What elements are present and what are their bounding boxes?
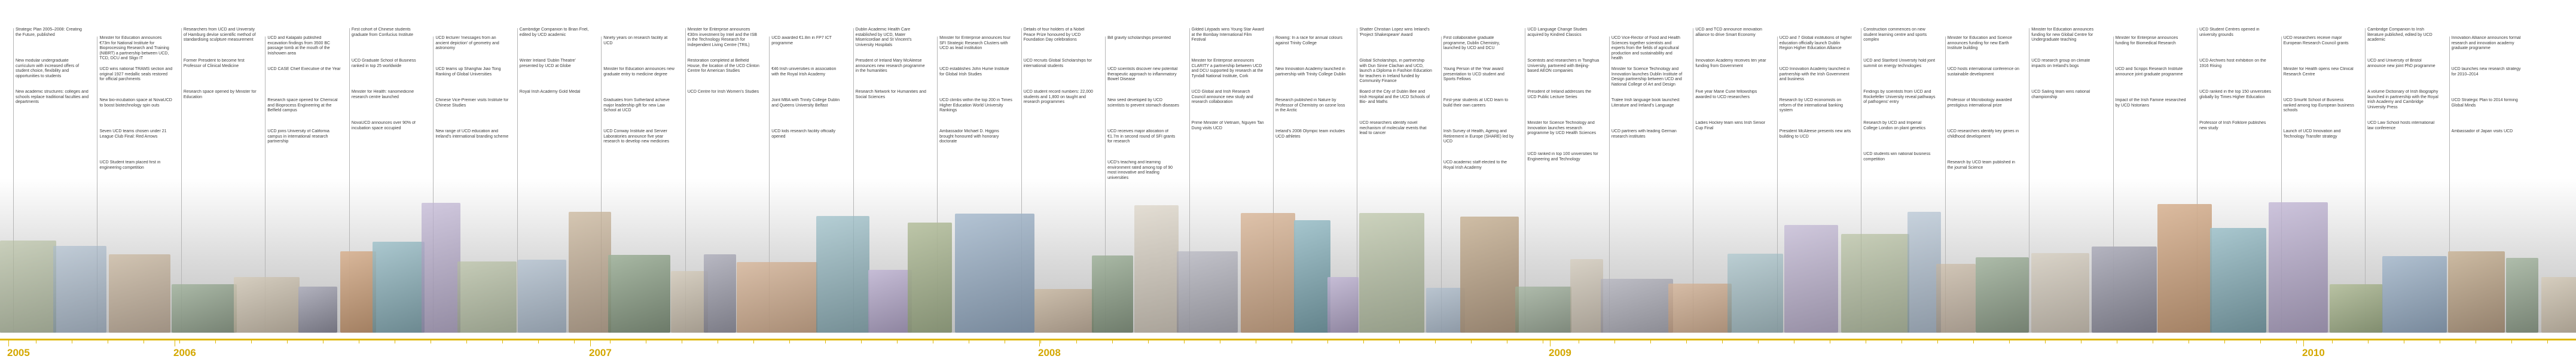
timeline-entry: Minister for Science Technology and Innovation launches research programme by UCD Health Sciences	[1527, 121, 1597, 136]
collage-photo	[955, 214, 1034, 333]
timeline-entry: UCD researchers identify novel mechanism of molecular events that lead to cancer	[1359, 121, 1427, 136]
timeline-entry: UCD Student Centres opened in university grounds	[2199, 28, 2260, 37]
timeline-entry: NovaUCD announces over 90% of incubation space occupied	[351, 121, 416, 130]
timeline-entry: New seed developed by UCD scientists to prevent stomach diseases	[1107, 98, 1179, 108]
year-label: 2006	[173, 347, 196, 358]
timeline-entry: Seven UCD teams chosen under 21 League Club Final: Red Arrows	[99, 129, 167, 139]
collage-photo	[2092, 247, 2157, 333]
minor-tick	[1650, 340, 1651, 343]
collage-photo	[2448, 251, 2505, 333]
timeline-entry: UCD hosts international conference on sustainable development	[1947, 67, 2019, 77]
timeline-entry: Researchers from UCD and University of Hamburg devise scientific method of standardising sculpture measurement	[183, 28, 256, 42]
minor-tick	[2045, 340, 2046, 343]
timeline-entry: Graduates from Sutherland achieve major leadership gift for new Law School at UCD	[603, 98, 670, 113]
timeline-entry: UCD teams up Shanghai Jiao Tong Ranking of Global Universities	[435, 67, 501, 77]
timeline-entry: Research by UCD team published in the journal Science	[1947, 160, 2015, 170]
collage-photo	[457, 261, 517, 333]
timeline-entry: UCD research group on climate impacts on Ireland's bogs	[2031, 59, 2090, 68]
timeline-entry: UCD Sailing team wins national championship	[2031, 90, 2090, 99]
timeline-entry: Minister for Health: nanomedicine research centre launched	[351, 90, 414, 99]
collage-photo	[1841, 234, 1909, 333]
timeline-entry: A volume Dictionary of Irish Biography launched in partnership with the Royal Irish Academy and Cambridge University Press	[2367, 90, 2438, 109]
timeline-entry: Launch of UCD Innovation and Technology Transfer strategy	[2283, 129, 2341, 139]
minor-tick	[2511, 340, 2512, 343]
minor-tick	[215, 340, 216, 343]
year-label: 2008	[1038, 347, 1061, 358]
timeline-entry: Prime Minister of Vietnam, Nguyen Tan Dung visits UCD	[1191, 121, 1264, 130]
timeline-entry: Minister for Education announces funding for new Global Centre for Undergraduate teaching	[2031, 28, 2094, 42]
year-label: 2009	[1549, 347, 1571, 358]
timeline-entry: Irish Survey of Health, Ageing and Retirement in Europe (SHARE) led by UCD	[1443, 129, 1514, 144]
timeline-entry: Five year Marie Curie fellowships awarded to UCD researchers	[1695, 90, 1757, 99]
timeline-entry: UCD researchers identify key genes in childhood development	[1947, 129, 2019, 139]
minor-tick	[789, 340, 790, 343]
year-label: 2005	[7, 347, 30, 358]
timeline-entry: Minister for Enterprise announces CLARITY a partnership between UCD and DCU supported by research at the Tyndall National Institute, Cork	[1191, 59, 1263, 78]
minor-tick	[1148, 340, 1149, 343]
timeline-entry: Global Scholarships, in partnership with Dun Sinne Clachan and UCD, launch a Diploma in Fashion Education for teachers in Ireland funded by Community Finance	[1359, 59, 1432, 84]
collage-photo	[704, 254, 736, 333]
collage-photo	[2269, 202, 2328, 333]
timeline-entry: Minister for Science Technology and Innovation launches Dublin Institute of Design partnership between UCD and National College of Art and Design	[1611, 67, 1683, 87]
timeline-entry: UCD Language Change Studies acquired by Kindred Classics	[1527, 28, 1588, 37]
axis-band	[0, 333, 2576, 359]
timeline-entry: New academic structures: colleges and schools replace traditional faculties and departments	[16, 90, 89, 105]
collage-photo	[1515, 287, 1571, 333]
timeline-axis	[0, 339, 2576, 340]
collage-photo	[298, 287, 337, 333]
year-tick	[1550, 340, 1551, 346]
minor-tick	[1973, 340, 1974, 343]
timeline-entry: UCD kids research facility officially opened	[771, 129, 836, 139]
minor-tick	[574, 340, 575, 343]
timeline-entry: Minister for Education announces new graduate entry to medicine degree	[603, 67, 674, 77]
collage-photo	[2382, 256, 2447, 333]
collage-photo	[1034, 289, 1094, 333]
minor-tick	[2332, 340, 2333, 343]
collage-photo	[569, 212, 611, 333]
year-label: 2010	[2302, 347, 2325, 358]
collage-photo	[1177, 251, 1238, 333]
minor-tick	[1040, 340, 1041, 343]
timeline-entry: UCD and Stanford University hold joint summit on energy technologies	[1863, 59, 1936, 68]
timeline-entry: UCD academic staff elected to the Royal Irish Academy	[1443, 160, 1507, 170]
collage-photo	[1241, 213, 1295, 333]
timeline-entry: UCD ranked in the top 150 universities globally by Times Higher Education	[2199, 90, 2271, 99]
timeline-entry: Ladies Hockey team wins Irish Senior Cup Final	[1695, 121, 1766, 130]
timeline-entry: UCD and TCD announce innovation alliance to drive Smart Economy	[1695, 28, 1762, 37]
collage-photo	[1327, 277, 1359, 333]
minor-tick	[1758, 340, 1759, 343]
minor-tick	[502, 340, 503, 343]
timeline-entry: UCD student record numbers: 22,000 students and 1,800 on taught and research programmes	[1023, 90, 1093, 105]
collage-photo	[868, 270, 912, 333]
timeline-entry: Ninety years on research facility at UCD	[603, 36, 668, 45]
collage-photo	[737, 262, 817, 333]
collage-photo	[53, 246, 106, 333]
timeline-entry: Innovation Academy receives ten year funding from Government	[1695, 59, 1766, 68]
collage-photo	[608, 255, 670, 333]
timeline-entry: UCD Strategic Plan to 2014 forming Global Minds	[2451, 98, 2518, 108]
minor-tick	[1076, 340, 1077, 343]
timeline-entry: UCD recruits Global Scholarships for international students	[1023, 59, 1092, 68]
timeline-entry: Bill gravity scholarships presented	[1107, 36, 1171, 40]
timeline-entry: New Innovation Academy launched in partnership with Trinity College Dublin	[1275, 67, 1346, 77]
timeline-entry: UCD launches new research strategy for 2010–2014	[2451, 67, 2521, 77]
collage-photo	[2157, 204, 2212, 333]
timeline-entry: Research by UCD economists on reform of the international banking system	[1779, 98, 1844, 113]
timeline-entry: UCD awarded €1.8m in FP7 ICT programme	[771, 36, 832, 45]
timeline-entry: Cambridge Companion to Irish literature published, edited by UCD academic	[2367, 28, 2432, 42]
collage-photo	[109, 254, 170, 333]
timeline-entry: UCD Law School hosts international law conference	[2367, 121, 2435, 130]
minor-tick	[1327, 340, 1328, 343]
collage-photo	[373, 242, 425, 333]
timeline-entry: UCD Smurfit School of Business ranked among top European business schools	[2283, 98, 2354, 113]
timeline-entry: Findings by scientists from UCD and Rockefeller University reveal pathways of pathogens' entry	[1863, 90, 1936, 105]
minor-tick	[1937, 340, 1938, 343]
timeline-entry: Shatter Christian Lopez wins Ireland's 'Project Shakespeare' Award	[1359, 28, 1430, 37]
timeline-entry: Chinese Vice-Premier visits Institute for Chinese Studies	[435, 98, 509, 108]
timeline-entry: UCD students win national business competition	[1863, 152, 1931, 162]
timeline-entry: UCD establishes John Hume Institute for Global Irish Studies	[939, 67, 1009, 77]
timeline-entry: UCD receives major allocation of €1.7m in second round of SFI grants for research	[1107, 129, 1176, 144]
timeline-entry: UCD climbs within the top 200 in Times Higher Education World University Rankings	[939, 98, 1012, 113]
minor-tick	[2260, 340, 2261, 343]
timeline-entry: Ireland's 2008 Olympic team includes UCD athletes	[1275, 129, 1345, 139]
minor-tick	[1471, 340, 1472, 343]
collage-photo	[1668, 284, 1732, 333]
timeline-entry: Research by UCD and Imperial College London on plant genetics	[1863, 121, 1926, 130]
collage-photo	[816, 216, 869, 333]
collage-photo	[1426, 288, 1465, 333]
timeline-entry: UCD and 7 Global institutions of higher education officially launch Dublin Region Higher Education Alliance	[1779, 36, 1852, 51]
timeline-entry: Young Person of the Year award presentation to UCD student and Sports Fellows	[1443, 67, 1504, 82]
timeline-entry: Minister for Education and Science announces funding for new Earth Institute building	[1947, 36, 2012, 51]
timeline-entry: Research space opened for Chemical and Bioprocess Engineering at the Belfield campus	[267, 98, 338, 113]
minor-tick	[179, 340, 180, 343]
collage-photo	[340, 251, 376, 333]
minor-tick	[1435, 340, 1436, 343]
timeline-entry: Innovation Alliance announces formal research and innovation academy graduate programme	[2451, 36, 2521, 51]
year-tick	[1039, 340, 1040, 346]
timeline-entry: UCD Vice-Rector of Food and Health Sciences together scientists and experts from the fields of agricultural production and sustainability and health	[1611, 36, 1680, 61]
timeline-entry: UCD CASE Chief Executive of the Year	[267, 67, 341, 71]
timeline-entry: President of Ireland addresses the UCD Public Lecture Series	[1527, 90, 1592, 99]
minor-tick	[610, 340, 611, 343]
year-label: 2007	[589, 347, 612, 358]
collage-photo	[1294, 220, 1330, 333]
collage-photo	[908, 223, 952, 333]
minor-tick	[2368, 340, 2369, 343]
collage-photo	[671, 271, 708, 333]
timeline-entry: UCD Student team placed first in engineering competition	[99, 160, 161, 170]
timeline-entry: Construction commences on new student learning centre and sports complex	[1863, 28, 1927, 42]
collage-photo	[1570, 259, 1603, 333]
timeline-entry: UCD and Kalapalo published excavation findings from 3500 BC passage tomb at the mouth of the Inishowen area	[267, 36, 331, 56]
timeline-entry: Restoration completed at Belfield House, the location of the UCD Clinton Centre for American Studies	[687, 59, 759, 74]
timeline-entry: Former President to become first Professor of Clinical Medicine	[183, 59, 245, 68]
minor-tick	[251, 340, 252, 343]
minor-tick	[825, 340, 826, 343]
timeline-entry: Cambridge Companion to Brian Friel, edited by UCD academic	[519, 28, 589, 37]
timeline-entry: UCD researchers receive major European Research Council grants	[2283, 36, 2349, 45]
collage-photo	[1784, 225, 1838, 333]
minor-tick	[1363, 340, 1364, 343]
collage-photo	[0, 241, 56, 333]
timeline-entry: Minister for Enterprise announces €30m investment by Intel and the ISB in the Technology Research for Independent Living Centre (TRIL)	[687, 28, 758, 47]
collage-photo	[1460, 217, 1519, 333]
timeline-entry: UCD and Scripps Research Institute announce joint graduate programme	[2115, 67, 2183, 77]
year-tick	[8, 340, 9, 346]
timeline-entry: UCD and University of Bristol announce new joint PhD programme	[2367, 59, 2435, 68]
timeline-entry: Strategic Plan 2005–2008: Creating the Future, published	[16, 28, 82, 37]
timeline-entry: Dublin Academic Health Care established by UCD, Mater Misericordiae and St Vincent's University Hospitals	[855, 28, 912, 47]
timeline-entry: UCD Innovation Academy launched in partnership with the Irish Government and business	[1779, 67, 1850, 82]
minor-tick	[2296, 340, 2297, 343]
timeline-entry: UCD wins national TRAMS section and original 1927 medallic seals restored for official parchments	[99, 67, 173, 82]
timeline-entry: Research Network for Humanities and Social Sciences	[855, 90, 926, 99]
minor-tick	[2224, 340, 2225, 343]
year-tick	[590, 340, 591, 346]
timeline-entry: Minister for Enterprise announces funding for Biomedical Research	[2115, 36, 2178, 45]
collage-photo	[2031, 253, 2089, 333]
timeline-entry: UCD's teaching and learning environment rated among top of 90 most innovative and leading universities	[1107, 160, 1173, 180]
collage-photo	[1976, 257, 2029, 333]
timeline-entry: UCD Global and Irish Research Council announce new study and research collaboration	[1191, 90, 1253, 105]
timeline-entry: UCD Graduate School of Business ranked in top 25 worldwide	[351, 59, 416, 68]
timeline-entry: UCD Conway Institute and Servier Laboratories announce five year research to develop new medicines	[603, 129, 669, 144]
minor-tick	[1686, 340, 1687, 343]
collage-photo	[2506, 258, 2538, 333]
timeline-entry: Professor of Irish Folklore publishes new study	[2199, 121, 2266, 130]
minor-tick	[753, 340, 754, 343]
minor-tick	[897, 340, 898, 343]
collage-photo	[1727, 254, 1783, 333]
timeline-entry: First cohort of Chinese students graduate from Confucius Institute	[351, 28, 413, 37]
timeline-entry: Board of the City of Dublin Bee and Irish Hospital and the UCD Schools of Bio- and Maths	[1359, 90, 1430, 105]
minor-tick	[1399, 340, 1400, 343]
minor-tick	[2009, 340, 2010, 343]
collage-photo	[2541, 277, 2576, 333]
timeline-entry: UCD Centre for Irish Women's Studies	[687, 90, 759, 94]
year-tick	[2303, 340, 2304, 346]
timeline-entry: Minister for Enterprise announces four SFI Strategic Research Clusters with UCD as lead institution	[939, 36, 1011, 51]
minor-tick	[2547, 340, 2548, 343]
minor-tick	[861, 340, 862, 343]
minor-tick	[466, 340, 467, 343]
timeline-entry: Scientists and researchers in Tsinghua University, partnered with Beijing-based AEON companies	[1527, 59, 1600, 74]
timeline-entry: New bio-incubation space at NovaUCD to boost biotechnology spin outs	[99, 98, 172, 108]
timeline-entry: First collaborative graduate programme, Dublin Chemistry, launched by UCD and DCU	[1443, 36, 1500, 51]
timeline-entry: Joint MBA with Trinity College Dublin and Queens University Belfast	[771, 98, 840, 108]
timeline-entry: Research space opened by Minister for Education	[183, 90, 257, 99]
collage-photo	[172, 284, 237, 333]
timeline-entry: Tralee Irish language book launched: Literature and Ireland's Language	[1611, 98, 1680, 108]
collage-photo	[518, 260, 566, 333]
timeline-entry: President of Ireland Mary McAleese announces new research programme in the humanities	[855, 59, 925, 74]
minor-tick	[1112, 340, 1113, 343]
collage-photo	[234, 277, 300, 333]
timeline-entry: UCD lecturer 'messages from an ancient depiction' of geometry and astronomy	[435, 36, 499, 51]
collage-photo	[2210, 228, 2266, 333]
timeline-entry: New modular undergraduate curriculum with increased offers of student choice, flexibility and opportunities to students	[16, 59, 80, 78]
timeline-entry: UCD joins University of California campus in international research partnership	[267, 129, 329, 144]
collage-photo	[422, 203, 460, 333]
timeline-entry: UCD partners with leading German research institutes	[1611, 129, 1677, 139]
timeline-entry: Rowing: In a race for annual colours against Trinity College	[1275, 36, 1343, 45]
collage-photo	[1092, 255, 1133, 333]
timeline-entry: First-year students at UCD learn to build their own careers	[1443, 98, 1509, 108]
collage-photo	[1601, 279, 1673, 333]
timeline-entry: UCD scientists discover new potential therapeutic approach to inflammatory Bowel Disease	[1107, 67, 1178, 82]
timeline-entry: Research published in Nature by Professor of Chemistry on ozone loss in the Arctic	[1275, 98, 1345, 113]
timeline-entry: New range of UCD education and Ireland's international branding scheme	[435, 129, 509, 139]
timeline-entry: Winter Ireland 'Dublin Theatre' presented by UCD at Globe	[519, 59, 576, 68]
minor-tick	[1184, 340, 1185, 343]
timeline-entry: Ambassador of Japan visits UCD	[2451, 129, 2513, 133]
minor-tick	[1722, 340, 1723, 343]
timeline-entry: Impact of the Irish Famine researched by UCD historians	[2115, 98, 2186, 108]
collage-photo	[2330, 284, 2383, 333]
timeline-entry: Royal Irish Academy Gold Medal	[519, 90, 581, 94]
minor-tick	[1614, 340, 1615, 343]
timeline-entry: Minister for Health opens new Clinical Research Centre	[2283, 67, 2354, 77]
minor-tick	[538, 340, 539, 343]
timeline-entry: UCD Archives host exhibition on the 1916 Rising	[2199, 59, 2266, 68]
collage-photo	[1359, 213, 1424, 333]
timeline-entry: Professor of Microbiology awarded prestigious international prize	[1947, 98, 2012, 108]
timeline-entry: Details of four holders of a Nobel Peace Prize honoured by UCD Foundation Day celebrations	[1023, 28, 1085, 42]
collage-photo	[1134, 205, 1179, 333]
collage-photo	[1936, 264, 1976, 333]
timeline-entry: UCD ranked in top 100 universities for Engineering and Technology	[1527, 152, 1598, 162]
timeline-entry: Gilded Lilypads wins Young Star Award at the Bombay International Film Festival	[1191, 28, 1264, 42]
timeline-entry: €46 Irish universities in association with the Royal Irish Academy	[771, 67, 837, 77]
timeline-entry: Minister for Education announces €73m for National Institute for Bioprocessing Research and Training (NIBRT) a partnership between UCD, TCD, DCU and Sligo IT	[99, 36, 169, 61]
timeline-entry: President McAleese presents new arts building to UCD	[1779, 129, 1851, 139]
minor-tick	[287, 340, 288, 343]
timeline-entry: Ambassador Michael D. Higgins brought honoured with honorary doctorate	[939, 129, 999, 144]
